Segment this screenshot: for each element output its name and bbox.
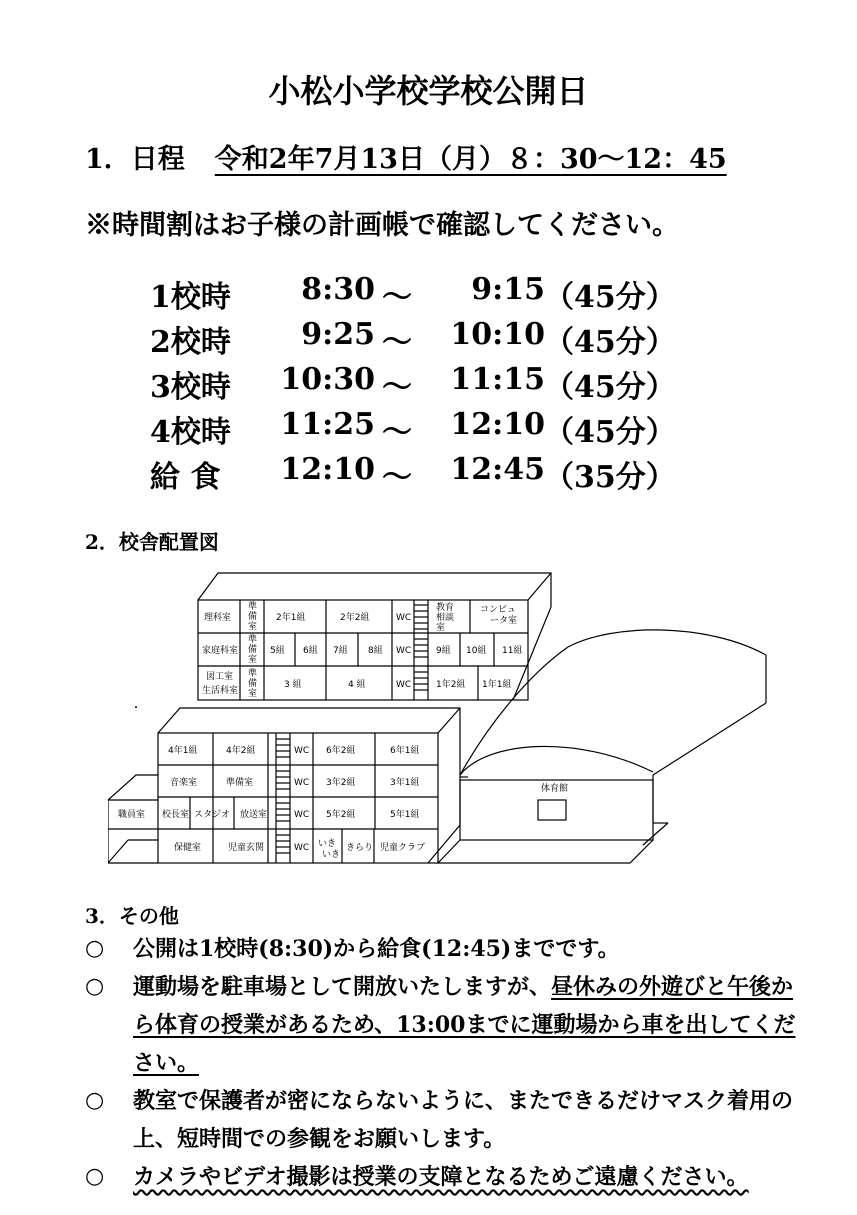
list-item: [85, 1158, 805, 1196]
item-text: 運動場を駐車場として開放いたしますが、昼休みの外遊びと午後から体育の授業があるため、13:00までに運動場から車を出してください。: [133, 974, 796, 1076]
room-seikatsu: 生活科室: [202, 686, 239, 696]
room-club: 児童クラブ: [380, 843, 426, 853]
room-ongaku: 音楽室: [170, 778, 198, 788]
wc-7: WC: [294, 843, 310, 853]
room-3: 3 組: [284, 680, 302, 690]
room-5: 5組: [270, 646, 285, 656]
period-tilde: 〜: [382, 370, 412, 405]
room-5-1: 5年1組: [390, 810, 420, 820]
room-computer-b: ータ室: [490, 616, 518, 626]
room-jyunbi-3b: 備: [248, 679, 258, 689]
period-name: 給 食: [150, 460, 221, 495]
list-item: [85, 930, 805, 968]
period-duration: （45分）: [544, 370, 676, 405]
room-4-1: 4年1組: [168, 746, 198, 756]
room-2-2: 2年2組: [340, 613, 370, 623]
wc-2: WC: [396, 646, 412, 656]
period-start: 11:25: [280, 407, 375, 442]
wc-5: WC: [294, 778, 310, 788]
room-jyunbi-1a: 準: [248, 602, 258, 612]
room-iki-b: いき: [322, 850, 341, 860]
period-end: 10:10: [450, 317, 545, 352]
underlined-text: 昼休みの外遊びと午後から体育の授業があるため、13:00までに運動場から車を出してください。: [133, 974, 796, 1076]
room-7: 7組: [333, 646, 348, 656]
period-end: 11:15: [450, 362, 545, 397]
room-jyunbi-3a: 準: [248, 669, 258, 679]
wavy-underlined-text: カメラやビデオ撮影は授業の支障となるためご遠慮ください。: [133, 1164, 749, 1190]
period-name: 2校時: [150, 325, 231, 360]
period-duration: （45分）: [544, 280, 676, 315]
wc-6: WC: [294, 810, 310, 820]
item-text: 教室で保護者が密にならないように、またできるだけマスク着用の上、短時間での参観をお願いします。: [133, 1088, 794, 1152]
room-jyunbi-1c: 室: [248, 622, 258, 632]
room-4-2: 4年2組: [226, 746, 256, 756]
list-item: [85, 1082, 805, 1158]
room-hoken: 保健室: [174, 843, 202, 853]
period-start: 10:30: [280, 362, 375, 397]
page-title: 小松小学校学校公開日: [268, 72, 589, 110]
period-start: 12:10: [280, 452, 375, 487]
circle-bullet-icon: ○: [85, 936, 105, 961]
room-kyoiku-a: 教育: [436, 603, 455, 613]
room-11: 11組: [502, 646, 523, 656]
room-5-2: 5年2組: [326, 810, 356, 820]
room-6-2: 6年2組: [326, 746, 356, 756]
building-gym: 体育館: [541, 784, 569, 794]
timetable-note: ※時間割はお子様の計画帳で確認してください。: [85, 210, 679, 241]
room-10: 10組: [466, 646, 487, 656]
room-katei: 家庭科室: [202, 646, 239, 656]
section-heading-other: 3．その他: [85, 904, 179, 928]
room-9: 9組: [436, 646, 451, 656]
item-text: [109, 1158, 805, 1196]
period-tilde: 〜: [382, 460, 412, 495]
period-end: 12:45: [450, 452, 545, 487]
item-text: 公開は1校時(8:30)から給食(12:45)までです。: [133, 936, 620, 962]
wc-4: WC: [294, 746, 310, 756]
period-name: 4校時: [150, 415, 231, 450]
period-end: 12:10: [450, 407, 545, 442]
room-jyunbi-1b: 備: [248, 612, 258, 622]
school-layout-map: [108, 565, 768, 870]
room-3-2: 3年2組: [326, 778, 356, 788]
room-computer-a: コンピュ: [480, 605, 517, 615]
period-tilde: 〜: [382, 325, 412, 360]
room-jyunbi-2a: 準: [248, 635, 258, 645]
room-zuko: 図工室: [206, 672, 234, 682]
room-jyunbishitsu: 準備室: [226, 778, 254, 788]
schedule-line: [85, 137, 727, 176]
period-start: 8:30: [301, 272, 375, 307]
room-1-2: 1年2組: [436, 680, 466, 690]
room-hoso: 放送室: [240, 810, 268, 820]
room-shokuin: 職員室: [118, 810, 146, 820]
room-6: 6組: [303, 646, 318, 656]
room-kyoiku-b: 相談: [436, 613, 455, 623]
list-item: [85, 968, 805, 1082]
period-duration: （45分）: [544, 325, 676, 360]
room-kyoiku-c: 室: [436, 623, 446, 633]
period-tilde: 〜: [382, 280, 412, 315]
section-heading-layout: 2．校舎配置図: [85, 530, 219, 554]
room-3-1: 3年1組: [390, 778, 420, 788]
room-6-1: 6年1組: [390, 746, 420, 756]
period-name: 1校時: [150, 280, 231, 315]
period-end: 9:15: [471, 272, 545, 307]
schedule-label: 1．日程: [85, 144, 185, 175]
room-jyunbi-2b: 備: [248, 645, 258, 655]
period-tilde: 〜: [382, 415, 412, 450]
room-kirari: きらり: [346, 843, 374, 853]
wc-3: WC: [396, 680, 412, 690]
room-jyunbi-3c: 室: [248, 689, 258, 699]
room-iki-a: いき: [318, 839, 337, 849]
room-jyunbi-2c: 室: [248, 655, 258, 665]
room-4: 4 組: [348, 680, 366, 690]
room-studio: スタジオ: [194, 810, 231, 820]
wc-1: WC: [396, 613, 412, 623]
period-name: 3校時: [150, 370, 231, 405]
room-8: 8組: [368, 646, 383, 656]
room-rika: 理科室: [204, 613, 232, 623]
period-duration: （45分）: [544, 415, 676, 450]
room-2-1: 2年1組: [276, 613, 306, 623]
room-1-1: 1年1組: [482, 680, 512, 690]
period-duration: （35分）: [544, 460, 676, 495]
circle-bullet-icon: ○: [85, 1088, 105, 1113]
period-start: 9:25: [301, 317, 375, 352]
schedule-date: 令和2年7月13日（月）８：30〜12：45: [214, 144, 727, 175]
circle-bullet-icon: ○: [85, 1164, 105, 1189]
room-kocho: 校長室: [162, 810, 190, 820]
entrance-genkan: 児童玄関: [228, 843, 265, 853]
notes-list: [85, 930, 805, 1196]
circle-bullet-icon: ○: [85, 974, 105, 999]
gymnasium: [438, 630, 766, 863]
